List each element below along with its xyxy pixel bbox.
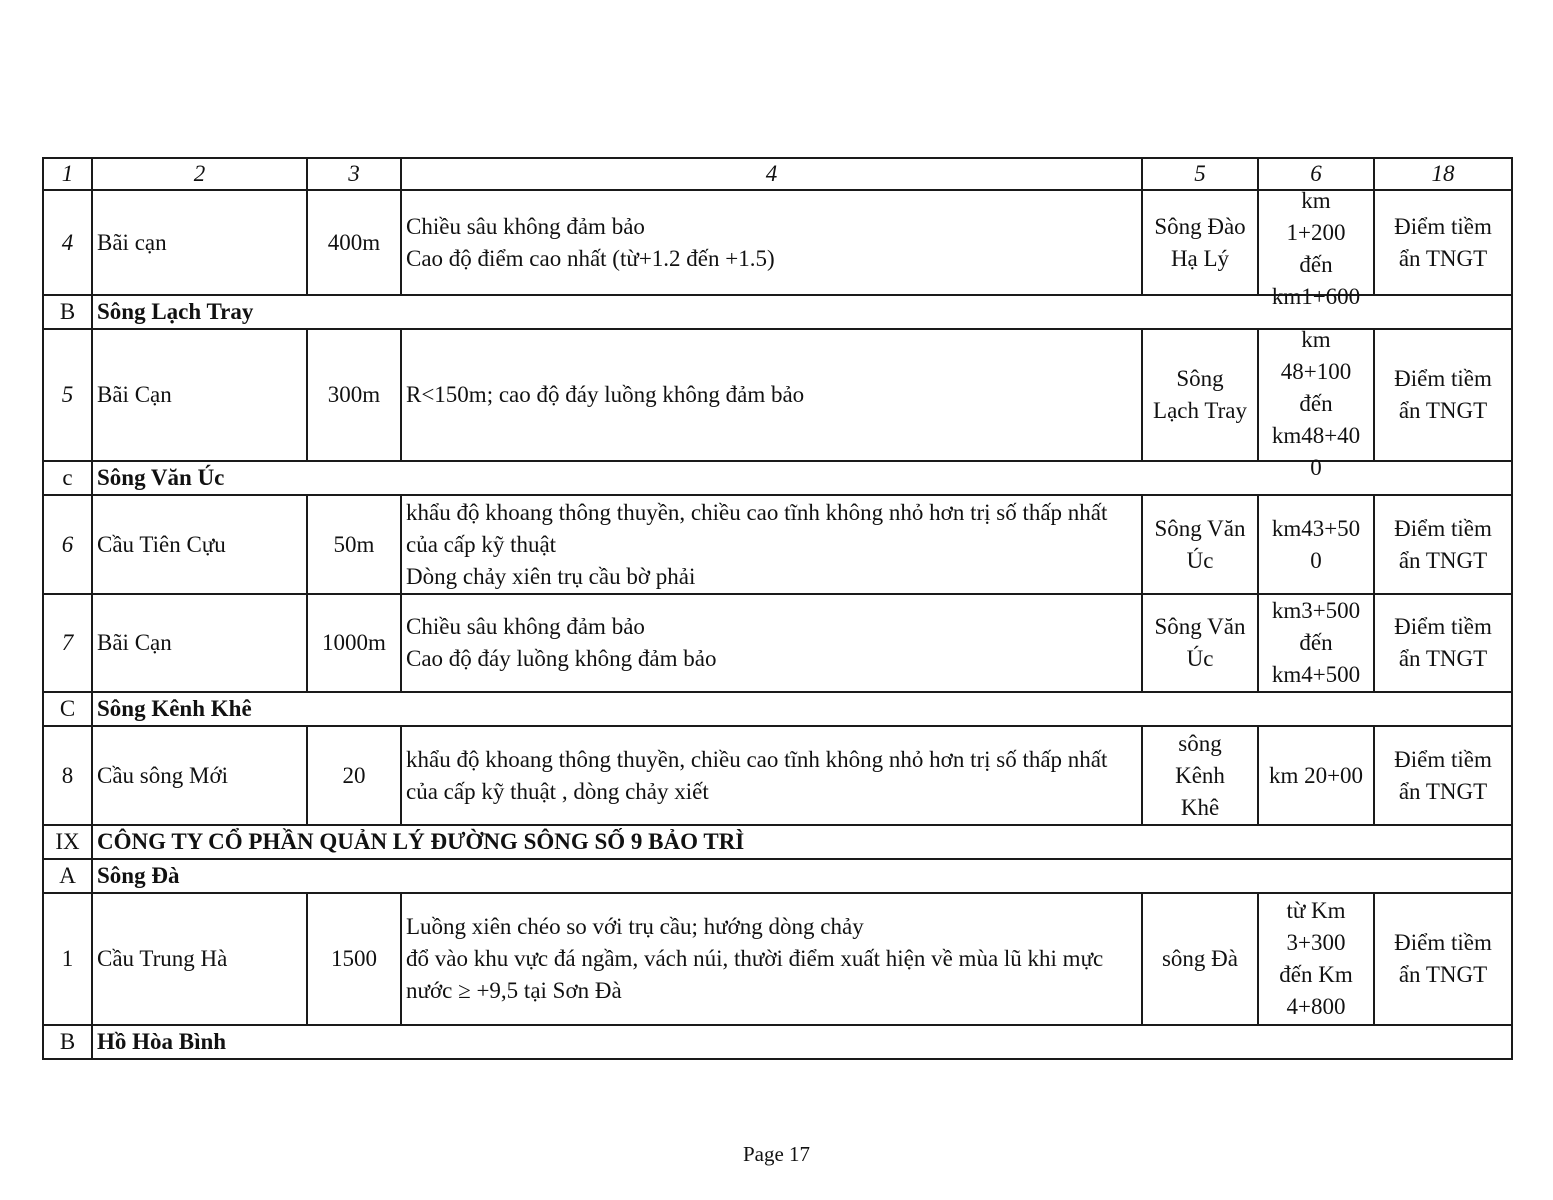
section-fill	[1142, 1025, 1512, 1059]
section-row	[43, 461, 1512, 495]
table-row	[43, 190, 1512, 295]
section-fill	[1142, 461, 1512, 495]
km-range: km43+50 0	[1258, 495, 1374, 594]
item-name: Cầu Tiên Cựu	[92, 495, 307, 594]
item-length: 400m	[307, 190, 401, 295]
item-name: Bãi cạn	[92, 190, 307, 295]
item-note: Điểm tiềm ẩn TNGT	[1374, 329, 1512, 461]
river-name: Sông Lạch Tray	[1142, 329, 1258, 461]
section-code: C	[43, 692, 92, 726]
row-number: 6	[43, 495, 92, 594]
header-cell: 4	[401, 158, 1142, 190]
item-note: Điểm tiềm ẩn TNGT	[1374, 893, 1512, 1025]
header-cell: 3	[307, 158, 401, 190]
section-title: Sông Văn Úc	[92, 461, 1142, 495]
table-row	[43, 594, 1512, 692]
header-cell: 18	[1374, 158, 1512, 190]
row-number: 7	[43, 594, 92, 692]
item-name: Cầu Trung Hà	[92, 893, 307, 1025]
km-range: km 1+200 đến km1+600	[1271, 188, 1361, 309]
item-name: Cầu sông Mới	[92, 726, 307, 825]
header-cell: 1	[43, 158, 92, 190]
section-fill	[1142, 859, 1512, 893]
section-row	[43, 692, 1512, 726]
section-title: CÔNG TY CỔ PHẦN QUẢN LÝ ĐƯỜNG SÔNG SỐ 9 BẢO TRÌ	[92, 825, 1512, 859]
header-cell: 5	[1142, 158, 1258, 190]
section-fill	[1142, 692, 1512, 726]
section-code: c	[43, 461, 92, 495]
item-note: Điểm tiềm ẩn TNGT	[1374, 726, 1512, 825]
river-name: Sông Văn Úc	[1142, 495, 1258, 594]
item-description: Luồng xiên chéo so với trụ cầu; hướng dòng chảy đổ vào khu vực đá ngầm, vách núi, thười điểm xuất hiện về mùa lũ khi mực nước ≥ +9,5 tại Sơn Đà	[401, 893, 1142, 1025]
km-range: km3+500 đến km4+500	[1258, 594, 1374, 692]
item-length: 1000m	[307, 594, 401, 692]
section-row	[43, 825, 1512, 859]
section-row	[43, 859, 1512, 893]
row-number: 5	[43, 329, 92, 461]
km-range: km 20+00	[1258, 726, 1374, 825]
table-row	[43, 726, 1512, 825]
item-description: R<150m; cao độ đáy luồng không đảm bảo	[401, 329, 1142, 461]
river-name: Sông Đào Hạ Lý	[1142, 190, 1258, 295]
section-row	[43, 1025, 1512, 1059]
item-name: Bãi Cạn	[92, 329, 307, 461]
item-description: khẩu độ khoang thông thuyền, chiều cao tĩnh không nhỏ hơn trị số thấp nhất của cấp kỹ thuật Dòng chảy xiên trụ cầu bờ phải	[401, 495, 1142, 594]
item-note: Điểm tiềm ẩn TNGT	[1374, 594, 1512, 692]
item-length: 50m	[307, 495, 401, 594]
table-row	[43, 329, 1512, 461]
page-number: Page 17	[742, 1142, 811, 1166]
section-title: Sông Kênh Khê	[92, 692, 1142, 726]
header-cell: 2	[92, 158, 307, 190]
river-name: sông Kênh Khê	[1142, 726, 1258, 825]
section-title: Sông Lạch Tray	[92, 295, 1142, 329]
section-title: Hồ Hòa Bình	[92, 1025, 1142, 1059]
section-title: Sông Đà	[92, 859, 1142, 893]
item-description: Chiều sâu không đảm bảo Cao độ điểm cao nhất (từ+1.2 đến +1.5)	[401, 190, 1142, 295]
km-range-cell	[1258, 327, 1374, 480]
item-length: 20	[307, 726, 401, 825]
river-name: sông Đà	[1142, 893, 1258, 1025]
header-cell: 6	[1258, 158, 1374, 190]
section-code: A	[43, 859, 92, 893]
item-description: Chiều sâu không đảm bảo Cao độ đáy luồng không đảm bảo	[401, 594, 1142, 692]
item-length: 1500	[307, 893, 401, 1025]
data-table	[42, 157, 1513, 1060]
river-name: Sông Văn Úc	[1142, 594, 1258, 692]
item-name: Bãi Cạn	[92, 594, 307, 692]
item-note: Điểm tiềm ẩn TNGT	[1374, 190, 1512, 295]
item-length: 300m	[307, 329, 401, 461]
section-code: IX	[43, 825, 92, 859]
row-number: 1	[43, 893, 92, 1025]
row-number: 4	[43, 190, 92, 295]
row-number: 8	[43, 726, 92, 825]
item-description: khẩu độ khoang thông thuyền, chiều cao tĩnh không nhỏ hơn trị số thấp nhất của cấp kỹ thuật , dòng chảy xiết	[401, 726, 1142, 825]
km-range: km 48+100 đến km48+40 0	[1271, 327, 1361, 480]
km-range-cell	[1258, 188, 1374, 309]
km-range: từ Km 3+300 đến Km 4+800	[1258, 893, 1374, 1025]
table-row	[43, 495, 1512, 594]
table-row	[43, 893, 1512, 1025]
section-code: B	[43, 295, 92, 329]
item-note: Điểm tiềm ẩn TNGT	[1374, 495, 1512, 594]
section-code: B	[43, 1025, 92, 1059]
